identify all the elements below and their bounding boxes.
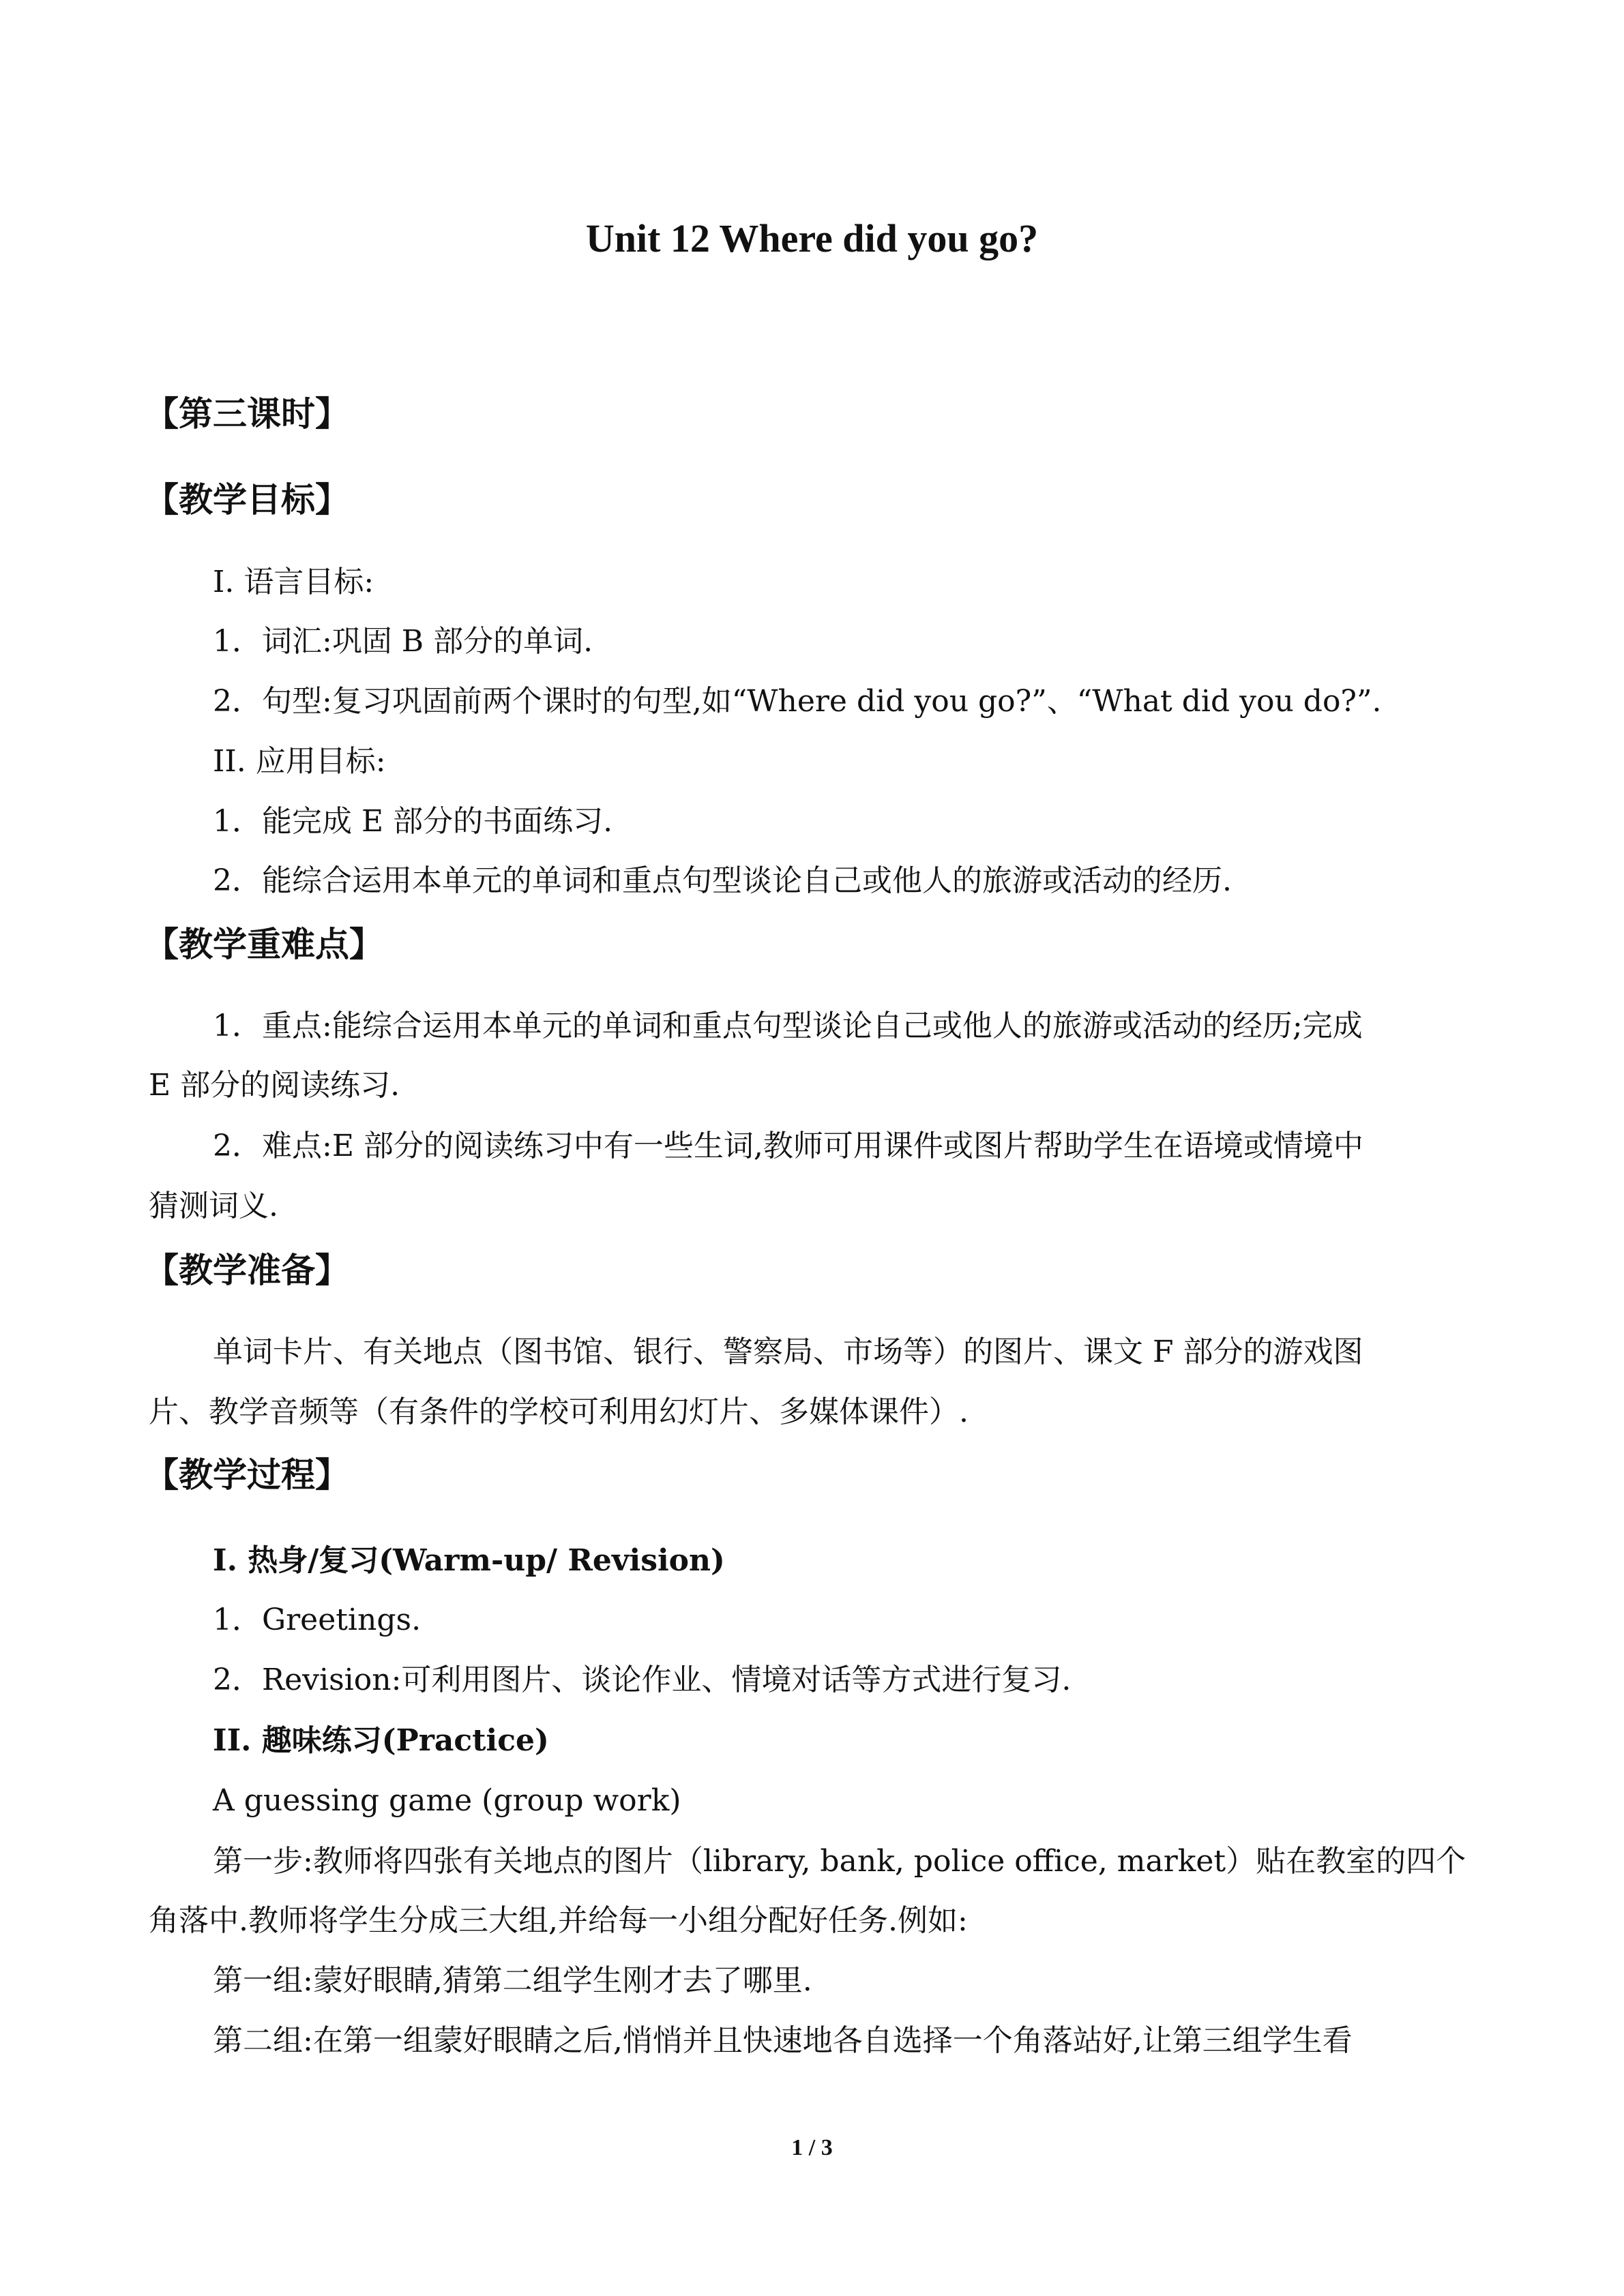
process-game: A guessing game (group work)	[213, 1783, 681, 1818]
key-point-2-line-2: 猜测词义.	[149, 1189, 278, 1223]
objectives-language-heading: I. 语言目标:	[213, 565, 374, 599]
process-step1-line-1: 第一步:教师将四张有关地点的图片（library, bank, police office, market）贴在教室的四个	[213, 1844, 1466, 1879]
objectives-app-2: 2．能综合运用本单元的单词和重点句型谈论自己或他人的旅游或活动的经历.	[213, 863, 1232, 898]
objectives-sentences: 2．句型:复习巩固前两个课时的句型,如“Where did you go?”、“What did you do?”.	[213, 684, 1382, 719]
objectives-application-heading: II. 应用目标:	[213, 744, 386, 779]
section-heading-process: 【教学过程】	[145, 1455, 349, 1495]
key-point-1-line-1: 1．重点:能综合运用本单元的单词和重点句型谈论自己或他人的旅游或活动的经历;完成	[213, 1009, 1363, 1043]
key-point-1-line-2: E 部分的阅读练习.	[149, 1068, 400, 1103]
process-practice-heading: II. 趣味练习(Practice)	[213, 1723, 549, 1758]
process-group-2: 第二组:在第一组蒙好眼睛之后,悄悄并且快速地各自选择一个角落站好,让第三组学生看	[213, 2023, 1353, 2058]
page-number: 1 / 3	[791, 2135, 833, 2160]
section-heading-lesson: 【第三课时】	[145, 394, 349, 434]
key-point-2-line-1: 2．难点:E 部分的阅读练习中有一些生词,教师可用课件或图片帮助学生在语境或情境中	[213, 1129, 1363, 1163]
section-heading-key-points: 【教学重难点】	[145, 925, 383, 964]
process-warmup-heading: I. 热身/复习(Warm-up/ Revision)	[213, 1543, 725, 1578]
preparation-line-1: 单词卡片、有关地点（图书馆、银行、警察局、市场等）的图片、课文 F 部分的游戏图	[213, 1335, 1363, 1369]
objectives-app-1: 1．能完成 E 部分的书面练习.	[213, 804, 613, 839]
section-heading-preparation: 【教学准备】	[145, 1251, 349, 1290]
preparation-line-2: 片、教学音频等（有条件的学校可利用幻灯片、多媒体课件）.	[149, 1395, 969, 1429]
section-heading-objectives: 【教学目标】	[145, 480, 349, 520]
process-group-1: 第一组:蒙好眼睛,猜第二组学生刚才去了哪里.	[213, 1963, 812, 1998]
process-greetings: 1．Greetings.	[213, 1602, 422, 1637]
objectives-vocab: 1．词汇:巩固 B 部分的单词.	[213, 624, 593, 659]
process-step1-line-2: 角落中.教师将学生分成三大组,并给每一小组分配好任务.例如:	[149, 1903, 968, 1938]
process-revision: 2．Revision:可利用图片、谈论作业、情境对话等方式进行复习.	[213, 1663, 1072, 1697]
document-title: Unit 12 Where did you go?	[585, 216, 1039, 260]
